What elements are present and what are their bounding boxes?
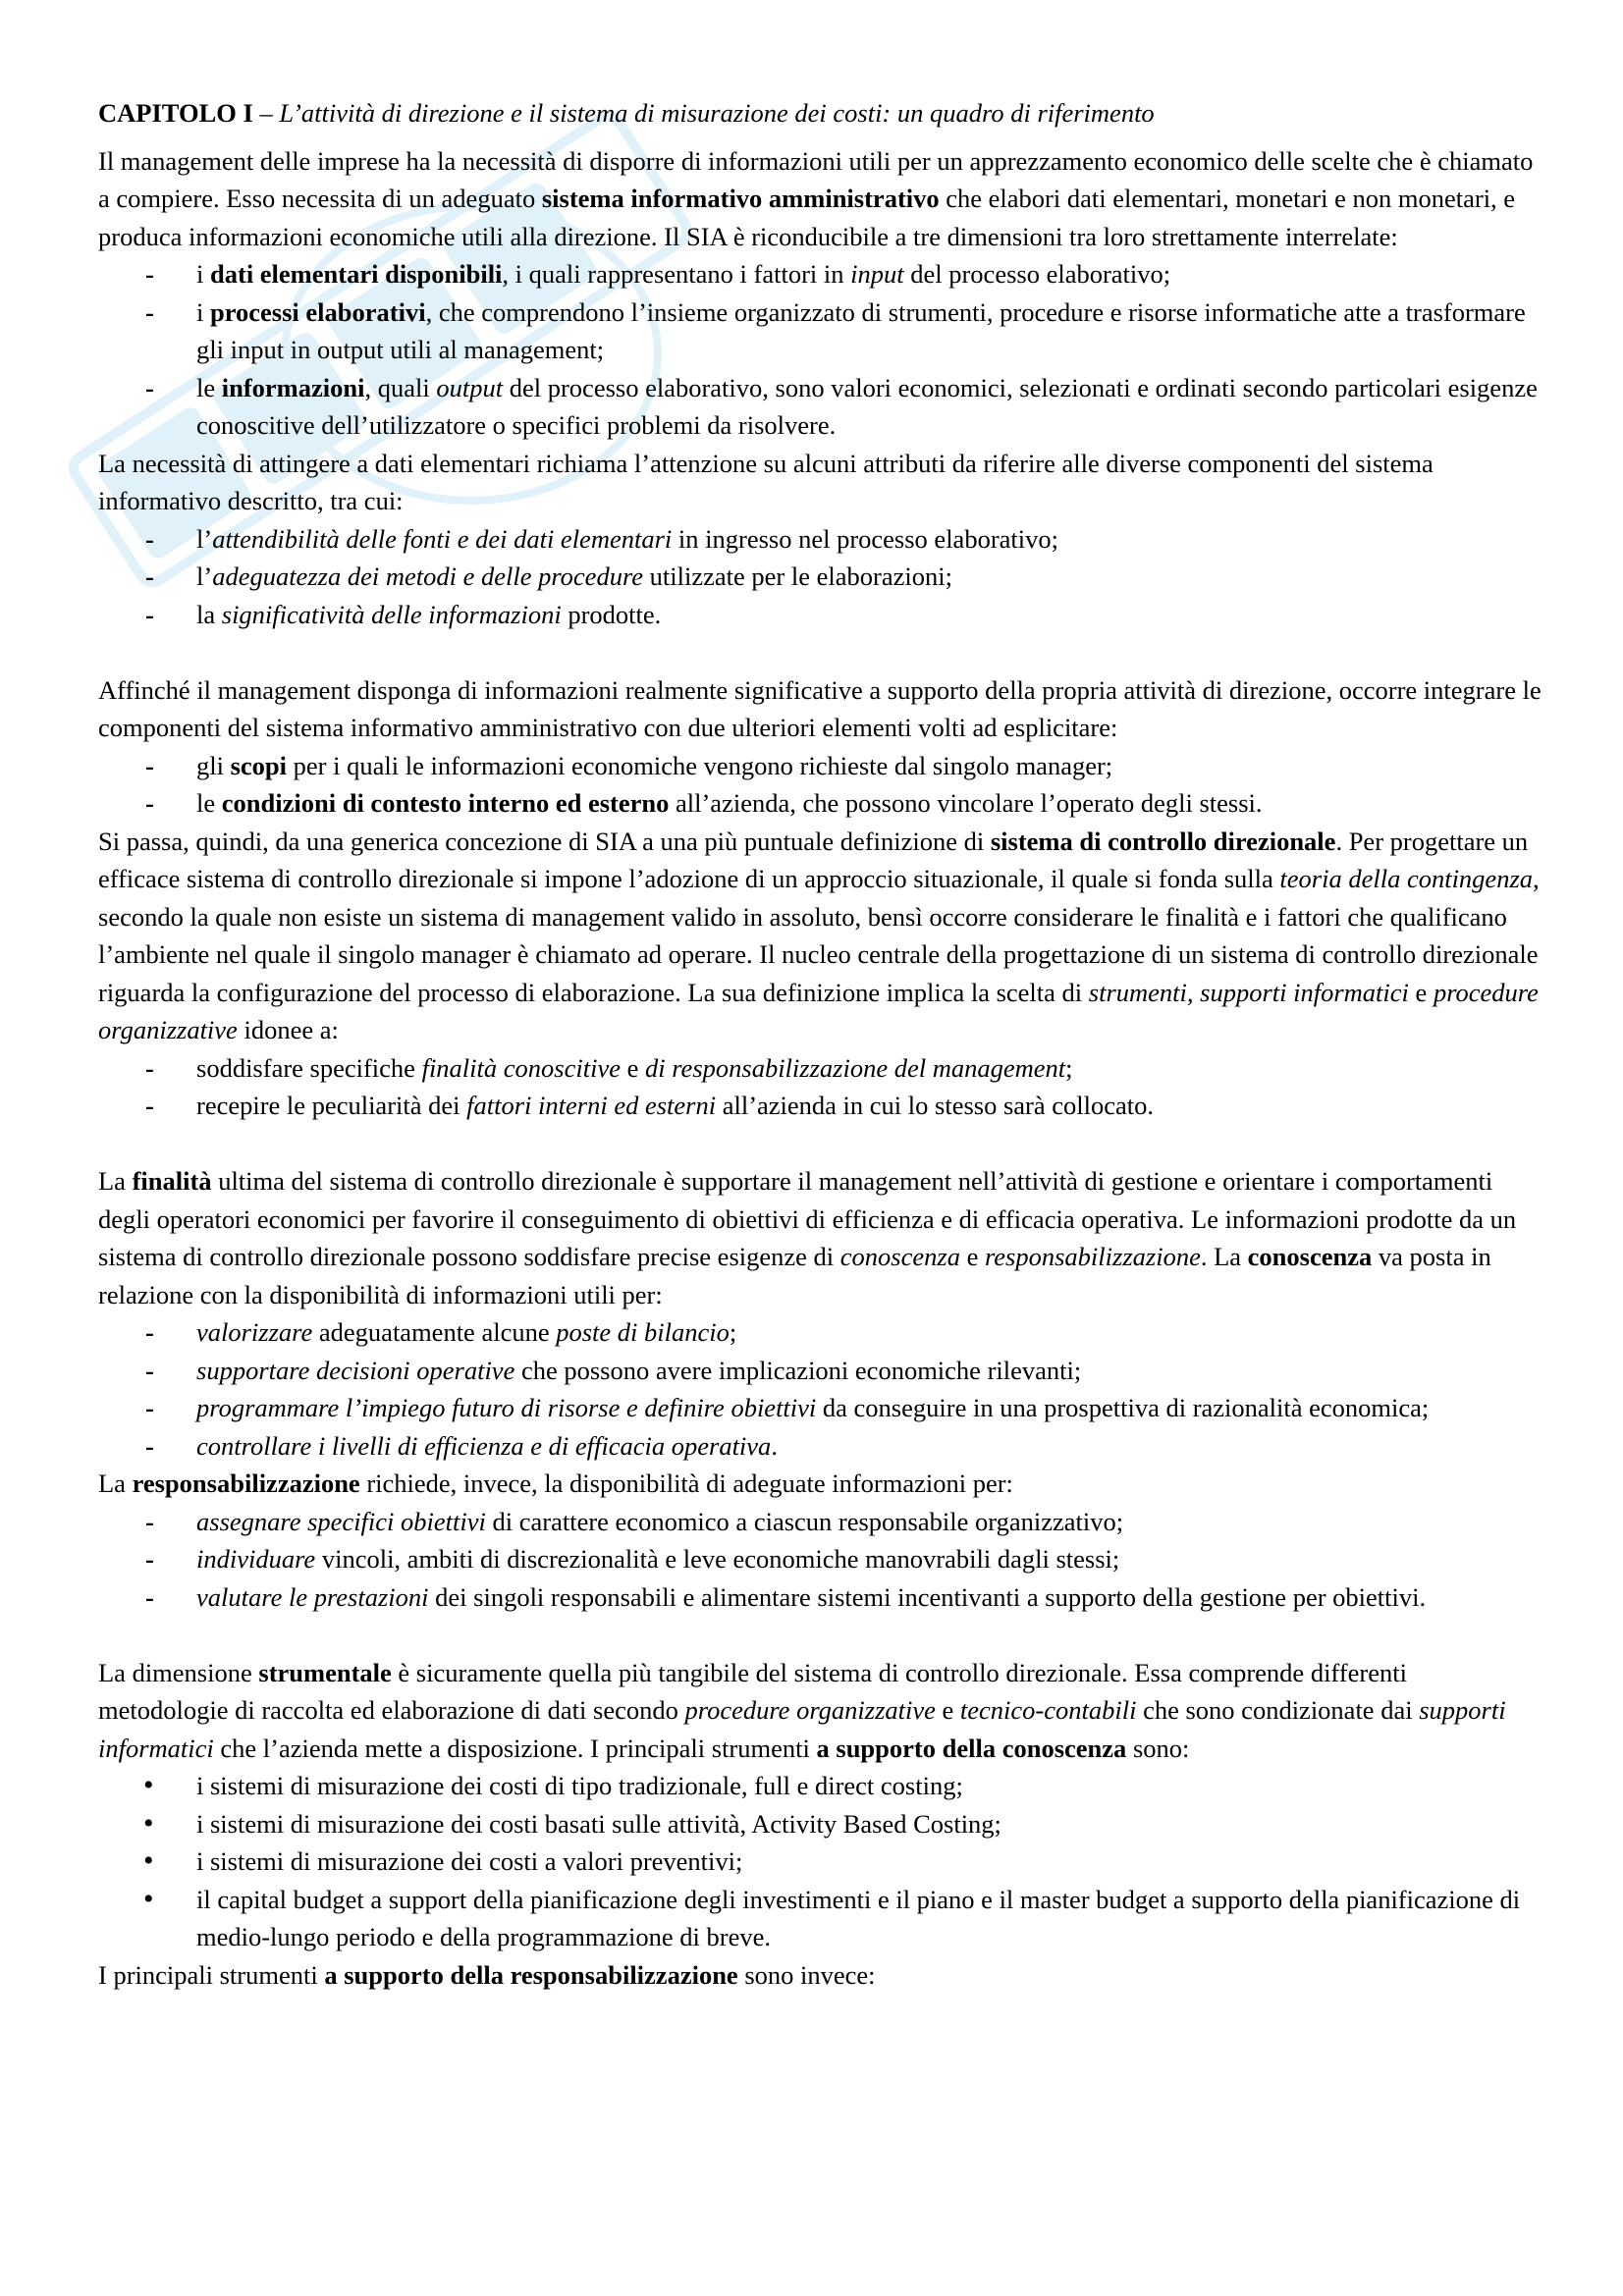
text-run: utilizzate per le elaborazioni; [643, 561, 952, 591]
list-item [98, 1767, 1542, 1805]
text-run: procedure organizzative [98, 977, 1539, 1044]
text-run: soddisfare specifiche [196, 1052, 422, 1083]
text-run: supportare decisioni operative [196, 1355, 515, 1385]
dash-list [98, 747, 1542, 823]
text-run: responsabilizzazione [984, 1242, 1201, 1271]
text-run: la [196, 599, 222, 629]
text-run: individuare [196, 1544, 316, 1574]
list-item [98, 369, 1542, 445]
text-run: a supporto della conoscenza [816, 1733, 1127, 1763]
text-run: i [196, 259, 210, 289]
text-run: sistema informativo amministrativo [541, 184, 940, 213]
text-run: La [98, 1468, 133, 1498]
text-run: attendibilità delle fonti e dei dati elementari [212, 523, 673, 554]
text-run: che sono condizionate dai [1136, 1695, 1420, 1725]
list-item [98, 1352, 1542, 1390]
text-run: informazioni [221, 372, 365, 402]
text-run: . [771, 1430, 778, 1461]
paragraph [98, 1162, 1542, 1313]
dash-list [98, 1503, 1542, 1617]
text-run: i [196, 296, 210, 327]
text-run: prodotte. [561, 599, 662, 629]
text-run: Il management delle imprese ha la necessità di disporre di informazioni utili per un apprezzamento economico delle scelte che è chiamato a compiere. Esso necessita di un adeguato [98, 145, 1534, 213]
text-run: è sicuramente quella più tangibile del sistema di controllo direzionale. Essa comprende differenti metodologie di raccolta ed elaborazione di dati secondo [98, 1657, 1407, 1725]
list-item [98, 1389, 1542, 1427]
text-run: ; [729, 1317, 737, 1347]
text-run: va posta in relazione con la disponibilità di informazioni utili per: [98, 1242, 1491, 1309]
list-item [98, 520, 1542, 559]
text-run: ultima del sistema di controllo direzionale è supportare il management nell’attività di gestione e orientare i comportamenti degli operatori economici per favorire il conseguimento di obiettivi di efficienza e di efficacia operativa. Le informazioni prodotte da un sistema di controllo direzionale possono soddisfare precise esigenze di [98, 1166, 1517, 1271]
text-run: dati elementari disponibili [210, 259, 503, 289]
list-item [98, 747, 1542, 785]
text-run: dei singoli responsabili e alimentare sistemi incentivanti a supporto della gestione per obiettivi. [428, 1581, 1427, 1612]
text-run: e [959, 1242, 985, 1271]
text-run: , quali [364, 372, 437, 402]
list-item [98, 558, 1542, 596]
text-run: strumenti, supporti informatici [1088, 977, 1409, 1007]
list-item [98, 1805, 1542, 1843]
text-run: che possono avere implicazioni economiche rilevanti; [514, 1355, 1082, 1385]
text-run: l’ [196, 523, 213, 554]
text-run: controllare i livelli di efficienza e di efficacia operativa [196, 1430, 772, 1461]
list-item [98, 1881, 1542, 1956]
paragraph [98, 823, 1542, 1049]
text-run: conoscenza [1247, 1242, 1373, 1271]
text-run: richiede, invece, la disponibilità di adeguate informazioni per: [359, 1468, 1013, 1498]
text-run: . Per progettare un efficace sistema di controllo direzionale si impone l’adozione di un approccio situazionale, il quale si fonda sulla [98, 826, 1529, 893]
text-run: in ingresso nel processo elaborativo; [672, 523, 1058, 554]
text-run: i sistemi di misurazione dei costi di tipo tradizionale, full e direct costing; [196, 1771, 963, 1800]
text-run: che l’azienda mette a disposizione. I principali strumenti [213, 1733, 817, 1763]
dash-list [98, 1313, 1542, 1465]
text-run: da conseguire in una prospettiva di razionalità economica; [816, 1393, 1430, 1422]
chapter-title: CAPITOLO I – L’attività di direzione e il sistema di misurazione dei costi: un quadro di riferimento [98, 98, 1155, 128]
text-run: e [620, 1052, 645, 1083]
list-item [98, 1578, 1542, 1617]
list-item [98, 1427, 1542, 1466]
text-run: Si passa, quindi, da una generica concezione di SIA a una più puntuale definizione di [98, 826, 991, 856]
text-run: il capital budget a support della pianificazione degli investimenti e il piano e il master budget a supporto della pianificazione di medio-lungo periodo e della programmazione di breve. [196, 1884, 1521, 1951]
list-item [98, 596, 1542, 634]
text-run: e [1408, 977, 1434, 1007]
text-run: i sistemi di misurazione dei costi basati sulle attività, Activity Based Costing; [196, 1808, 1001, 1839]
text-run: di carattere economico a ciascun responsabile organizzativo; [485, 1506, 1124, 1536]
text-run: input [850, 259, 904, 289]
text-run: finalità conoscitive [421, 1052, 621, 1083]
text-run: output [436, 372, 504, 402]
text-run: e [935, 1695, 960, 1725]
text-run: le [196, 372, 222, 402]
list-item [98, 1049, 1542, 1088]
text-run: adeguatezza dei metodi e delle procedure [212, 561, 644, 591]
text-run: idonee a: [237, 1015, 339, 1044]
text-run: del processo elaborativo, sono valori economici, selezionati e ordinati secondo particolari esigenze conoscitive dell’utilizzatore o specifici problemi da risolvere. [196, 372, 1538, 440]
document-page [98, 94, 1542, 1994]
text-run: teoria della contingenza [1279, 864, 1534, 893]
text-run: adeguatamente alcune [312, 1317, 557, 1347]
text-run: La dimensione [98, 1657, 259, 1687]
text-run: sistema di controllo direzionale [990, 826, 1336, 856]
text-run: , i quali rappresentano i fattori in [502, 259, 851, 289]
list-item [98, 1313, 1542, 1352]
text-run: fattori interni ed esterni [466, 1091, 717, 1120]
text-run: gli [196, 750, 231, 780]
text-run: all’azienda in cui lo stesso sarà collocato. [716, 1091, 1154, 1120]
text-run: processi elaborativi [210, 296, 426, 327]
text-run: le [196, 788, 222, 818]
text-run: condizioni di contesto interno ed esterno [221, 788, 670, 818]
text-run: per i quali le informazioni economiche vengono richieste dal singolo manager; [287, 750, 1113, 780]
paragraph [98, 1654, 1542, 1768]
text-run: scopi [230, 750, 288, 780]
list-item [98, 1503, 1542, 1541]
text-run: supporti informatici [98, 1695, 1506, 1763]
text-run: La necessità di attingere a dati elementari richiama l’attenzione su alcuni attributi da riferire alle diverse componenti del sistema informativo descritto, tra cui: [98, 448, 1434, 515]
text-run: ; [1065, 1052, 1073, 1083]
text-run: all’azienda, che possono vincolare l’operato degli stessi. [669, 788, 1263, 818]
text-run: tecnico-contabili [959, 1695, 1137, 1725]
text-run: programmare l’impiego futuro di risorse e definire obiettivi [196, 1393, 817, 1422]
text-run: finalità [132, 1166, 212, 1196]
bullet-list [98, 1767, 1542, 1956]
text-run: , che comprendono l’insieme organizzato di strumenti, procedure e risorse informatiche atte a trasformare gli input in output utili al management; [196, 296, 1526, 364]
text-run: poste di bilancio [556, 1317, 730, 1347]
text-run: La [98, 1166, 133, 1196]
text-run: l’ [196, 561, 213, 591]
text-run: che elabori dati elementari, monetari e non monetari, e produca informazioni economiche utili alla direzione. Il SIA è riconducibile a tre dimensioni tra loro strettamente interrelate: [98, 184, 1516, 251]
paragraph [98, 671, 1542, 747]
text-run: assegnare specifici obiettivi [196, 1506, 486, 1536]
text-run: sono: [1126, 1733, 1190, 1763]
text-run: Affinché il management disponga di informazioni realmente significative a supporto della propria attività di direzione, occorre integrare le componenti del sistema informativo amministrativo con due ulteriori elementi volti ad esplicitare: [98, 674, 1542, 742]
text-run: . La [1200, 1242, 1248, 1271]
text-run: i sistemi di misurazione dei costi a valori preventivi; [196, 1846, 743, 1876]
dash-list [98, 520, 1542, 634]
paragraph [98, 445, 1542, 520]
list-item [98, 1087, 1542, 1125]
text-run: valorizzare [196, 1317, 313, 1347]
list-item [98, 1540, 1542, 1578]
text-run: , secondo la quale non esiste un sistema di management valido in assoluto, bensì occorre considerare le finalità e i fattori che qualificano l’ambiente nel quale il singolo manager è chiamato ad operare. Il nucleo centrale della progettazione di un sistema di controllo direzionale riguarda la configurazione del processo di elaborazione. La sua definizione implica la scelta di [98, 864, 1540, 1007]
dash-list [98, 1049, 1542, 1125]
paragraph [98, 142, 1542, 256]
text-run: valutare le prestazioni [196, 1581, 429, 1612]
text-run: procedure organizzative [684, 1695, 936, 1725]
list-item [98, 1842, 1542, 1881]
text-run: sono invece: [737, 1959, 876, 1990]
list-item [98, 784, 1542, 823]
text-run: conoscenza [839, 1242, 960, 1271]
list-item [98, 294, 1542, 369]
text-run: a supporto della responsabilizzazione [324, 1959, 738, 1990]
text-run: di responsabilizzazione del management [644, 1052, 1066, 1083]
text-run: strumentale [258, 1657, 392, 1687]
dash-list [98, 255, 1542, 445]
text-run: I principali strumenti [98, 1959, 325, 1990]
text-run: responsabilizzazione [132, 1468, 360, 1498]
paragraph [98, 1956, 1542, 1995]
list-item [98, 255, 1542, 294]
text-run: recepire le peculiarità dei [196, 1091, 467, 1120]
paragraph [98, 1465, 1542, 1503]
text-run: vincoli, ambiti di discrezionalità e leve economiche manovrabili dagli stessi; [315, 1544, 1120, 1574]
text-run: del processo elaborativo; [903, 259, 1171, 289]
text-run: significatività delle informazioni [221, 599, 562, 629]
